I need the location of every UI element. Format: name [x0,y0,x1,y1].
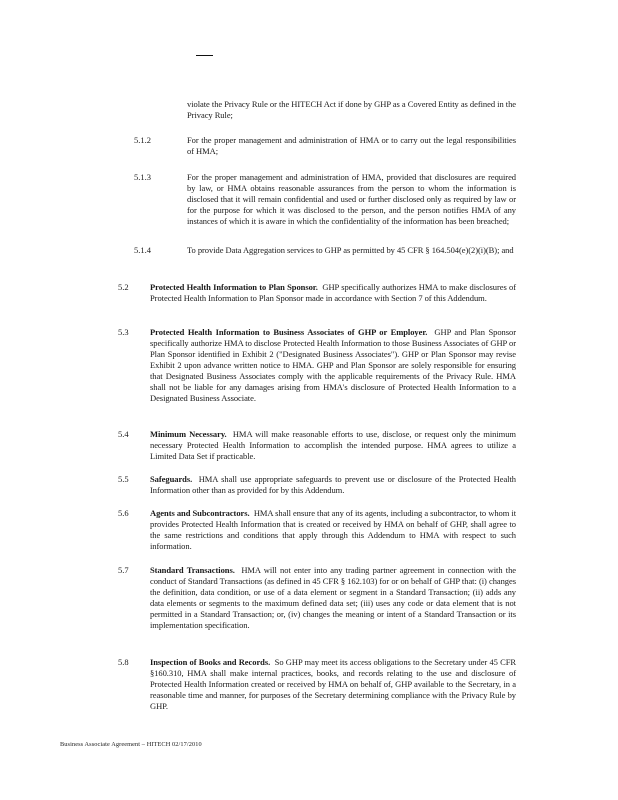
section-5-5-number: 5.5 [118,474,129,484]
section-5-8-text: So GHP may meet its access obligations to the Secretary under 45 CFR §160.310, HMA shall make internal practices, books, and records relating to the use and disclosure of Protected Health Information created or received by HMA on behalf of, GHP available to the Secretary, in a reasonable time and manner, for purposes of the Secretary determining compliance with the Privacy Rule by GHP. [150,657,516,711]
section-5-7-text: HMA will not enter into any trading partner agreement in connection with the conduct of Standard Transactions (as defined in 45 CFR § 162.103) for or on behalf of GHP that: (i) changes the definition, data condition, or use of a data element or segment in a Standard Transaction; (ii) adds any data elements or segments to the maximum defined data set; (iii) uses any code or data element that is not permitted in a Standard Transaction; or, (iv) changes the meaning or intent of a Standard Transaction or its implementation specification. [150,565,517,630]
section-5-2-heading: Protected Health Information to Plan Sponsor. [150,282,318,292]
section-5-1-4-text: To provide Data Aggregation services to GHP as permitted by 45 CFR § 164.504(e)(2)(i)(B); and [187,245,514,255]
section-5-7-heading: Standard Transactions. [150,565,235,575]
section-5-1-2-text: For the proper management and administration of HMA or to carry out the legal responsibilities of HMA; [187,135,516,156]
section-5-3-paragraph [150,327,516,404]
section-5-8-paragraph [150,657,516,712]
page-footer: Business Associate Agreement – HITECH 02/17/2010 [60,741,202,748]
section-5-2-paragraph [150,282,516,304]
top-rule-mark [196,55,213,56]
section-5-6-paragraph [150,508,516,552]
section-5-2-text: GHP specifically authorizes HMA to make disclosures of Protected Health Information to Plan Sponsor made in accordance with Section 7 of this Addendum. [150,282,516,303]
section-5-4-text: HMA will make reasonable efforts to use, disclose, or request only the minimum necessary Protected Health Information to accomplish the intended purpose. HMA agrees to utilize a Limited Data Set if practicable. [150,429,516,461]
section-5-7-paragraph [150,565,516,631]
section-5-8-number: 5.8 [118,657,129,667]
section-5-4-paragraph [150,429,516,462]
section-5-3-text: GHP and Plan Sponsor specifically authorize HMA to disclose Protected Health Information to those Business Associates of GHP or Plan Sponsor identified in Exhibit 2 ("Designated Business Associates"). GHP or Plan Sponsor may revise Exhibit 2 upon advance written notice to HMA. GHP and Plan Sponsor are solely responsible for ensuring that Designated Business Associates comply with the applicable requirements of the Privacy Rule. HMA shall not be liable for any damages arising from HMA's disclosure of Protected Health Information to a Designated Business Associate. [150,327,516,403]
continuation-paragraph: violate the Privacy Rule or the HITECH Act if done by GHP as a Covered Entity as defined in the Privacy Rule; [187,99,516,120]
section-5-4-heading: Minimum Necessary. [150,429,227,439]
section-5-4-number: 5.4 [118,429,129,439]
section-5-6-text: HMA shall ensure that any of its agents, including a subcontractor, to whom it provides Protected Health Information that is created or received by HMA on behalf of GHP, shall agree to the same restrictions and conditions that apply through this Addendum to HMA with respect to such information. [150,508,517,551]
section-5-8-heading: Inspection of Books and Records. [150,657,271,667]
section-5-7-number: 5.7 [118,565,129,575]
section-5-1-4-number: 5.1.4 [134,245,151,255]
section-5-5-heading: Safeguards. [150,474,193,484]
section-5-5-text: HMA shall use appropriate safeguards to prevent use or disclosure of the Protected Health Information other than as provided for by this Addendum. [150,474,516,495]
section-5-3-number: 5.3 [118,327,129,337]
section-5-1-3-text: For the proper management and administration of HMA, provided that disclosures are required by law, or HMA obtains reasonable assurances from the person to whom the information is disclosed that it will remain confidential and used or further disclosed only as required by law or for the purpose for which it was disclosed to the person, and the person notifies HMA of any instances of which it is aware in which the confidentiality of the information has been breached; [187,172,516,226]
section-5-5-paragraph [150,474,516,496]
section-5-2-number: 5.2 [118,282,129,292]
section-5-1-3-number: 5.1.3 [134,172,151,182]
section-5-3-heading: Protected Health Information to Business Associates of GHP or Employer. [150,327,428,337]
section-5-1-2-number: 5.1.2 [134,135,151,145]
section-5-6-heading: Agents and Subcontractors. [150,508,250,518]
section-5-6-number: 5.6 [118,508,129,518]
